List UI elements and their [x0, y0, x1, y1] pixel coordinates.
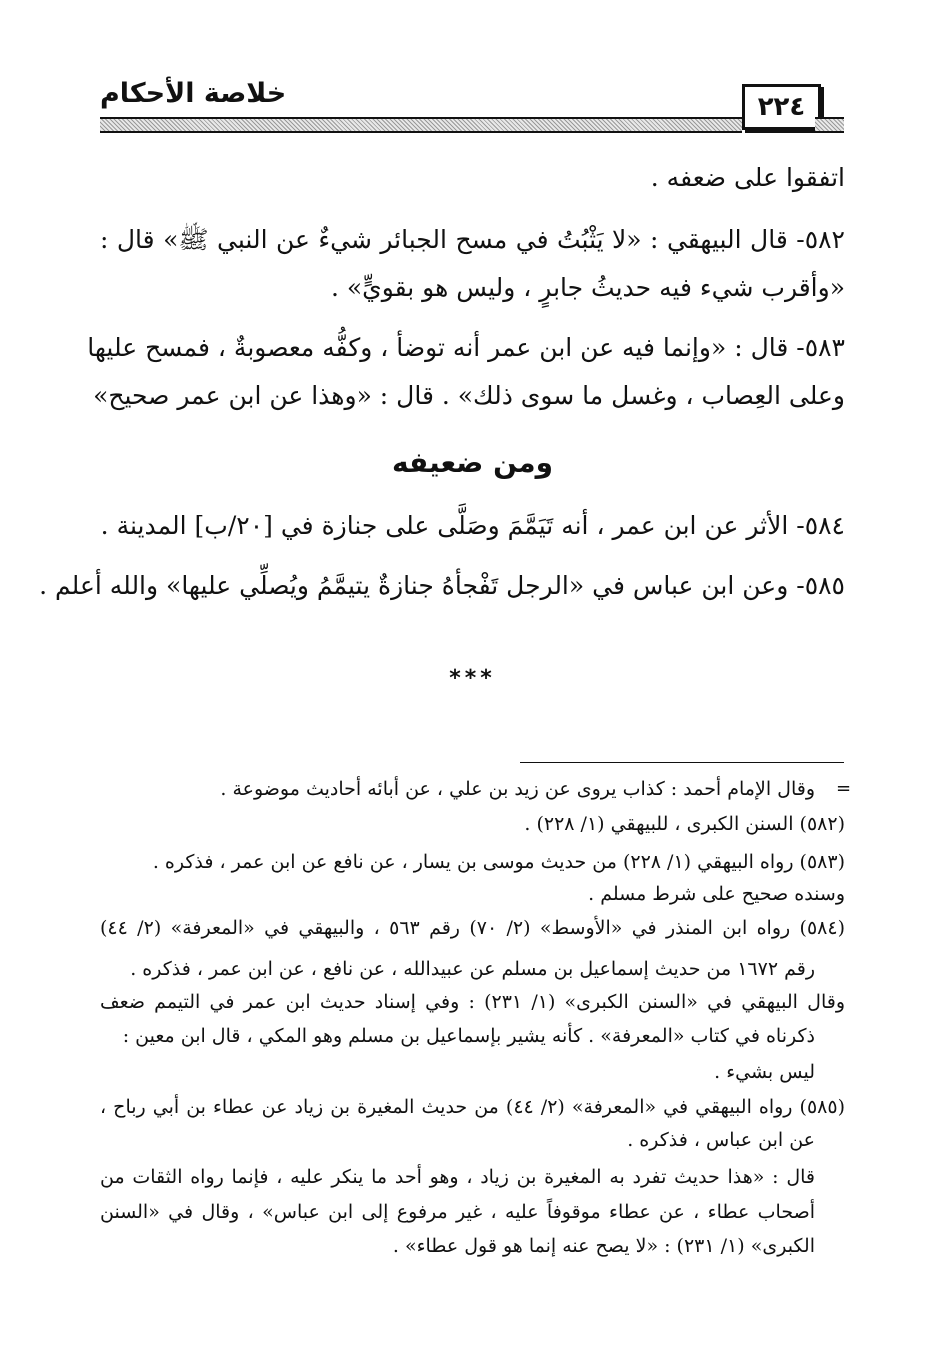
- running-header-title: خلاصة الأحكام: [100, 78, 287, 109]
- header-decorative-band: [100, 117, 742, 133]
- footnote-585-line-4: أصحاب عطاء ، عن عطاء موقوفاً عليه ، غير مرفوع إلى ابن عباس» ، وقال في «السنن: [100, 1201, 815, 1223]
- footnote-585-line-2: عن ابن عباس ، فذكره .: [627, 1129, 815, 1151]
- entry-582-line-1: ٥٨٢- قال البيهقي : «لا يَثْبُتُ في مسح الجبائر شيءٌ عن النبي ﷺ» قال :: [100, 225, 845, 254]
- footnote-584-line-4: ذكرناه في كتاب «المعرفة» . كأنه يشير بإسماعيل بن مسلم وهو المكي ، قال ابن معين :: [122, 1025, 815, 1047]
- footnote-584-line-5: ليس بشيء .: [714, 1061, 815, 1083]
- footnote-continuation-mark: =: [836, 778, 852, 799]
- footnote-585-line-1: (٥٨٥) رواه البيهقي في «المعرفة» (٢/ ٤٤) من حديث المغيرة بن زياد عن عطاء بن أبي رباح ،: [100, 1096, 845, 1118]
- footnote-584-line-2: رقم ١٦٧٢ من حديث إسماعيل بن مسلم عن عبيدالله ، عن نافع ، عن ابن عمر ، فذكره .: [130, 958, 815, 980]
- entry-585: ٥٨٥- وعن ابن عباس في «الرجل تَفْجأهُ جنازةٌ يتيمَّمُ ويُصلِّي عليها» والله أعلم .: [39, 571, 845, 600]
- entry-583-line-1: ٥٨٣- قال : «وإنما فيه عن ابن عمر أنه توضأ ، وكفُّه معصوبةٌ ، فمسح عليها: [87, 333, 845, 362]
- footnote-582: (٥٨٢) السنن الكبرى ، للبيهقي (١/ ٢٢٨) .: [524, 813, 845, 835]
- entry-582-line-2: «وأقرب شيء فيه حديثُ جابرٍ ، وليس هو بقويٍّ» .: [330, 273, 845, 302]
- footnote-584-line-3: وقال البيهقي في «السنن الكبرى» (١/ ٢٣١) : وفي إسناد حديث ابن عمر في التيمم ضعف: [100, 991, 845, 1013]
- section-separator: ***: [449, 666, 496, 691]
- entry-583-line-2: وعلى العِصاب ، وغسل ما سوى ذلك» . قال : «وهذا عن ابن عمر صحيح»: [93, 381, 845, 410]
- text-line: اتفقوا على ضعفه .: [650, 163, 845, 192]
- footnote-584-line-1: (٥٨٤) رواه ابن المنذر في «الأوسط» (٢/ ٧٠) رقم ٥٦٣ ، والبيهقي في «المعرفة» (٢/ ٤٤): [100, 917, 845, 939]
- footnote-divider: [520, 762, 844, 763]
- footnote-585-line-5: الكبرى» (١/ ٢٣١) : «لا يصح عنه إنما هو قول عطاء» .: [392, 1235, 815, 1257]
- footnote-583-line-2: وسنده صحيح على شرط مسلم .: [588, 883, 845, 905]
- header-decorative-band-right: [815, 117, 844, 133]
- section-subheading: ومن ضعيفه: [391, 446, 554, 479]
- page-number-box: ٢٢٤: [742, 84, 821, 130]
- footnote-line: وقال الإمام أحمد : كذاب يروى عن زيد بن علي ، عن أبائه أحاديث موضوعة .: [220, 778, 815, 800]
- footnote-585-line-3: قال : «هذا حديث تفرد به المغيرة بن زياد ، وهو أحد ما ينكر عليه ، فإنما رواه الثقات من: [100, 1166, 815, 1188]
- footnote-583-line-1: (٥٨٣) رواه البيهقي (١/ ٢٢٨) من حديث موسى بن يسار ، عن نافع عن ابن عمر ، فذكره .: [152, 851, 845, 873]
- entry-584: ٥٨٤- الأثر عن ابن عمر ، أنه تَيَمَّمَ وصَلَّى على جنازة في [٢٠/ب] المدينة .: [100, 511, 845, 540]
